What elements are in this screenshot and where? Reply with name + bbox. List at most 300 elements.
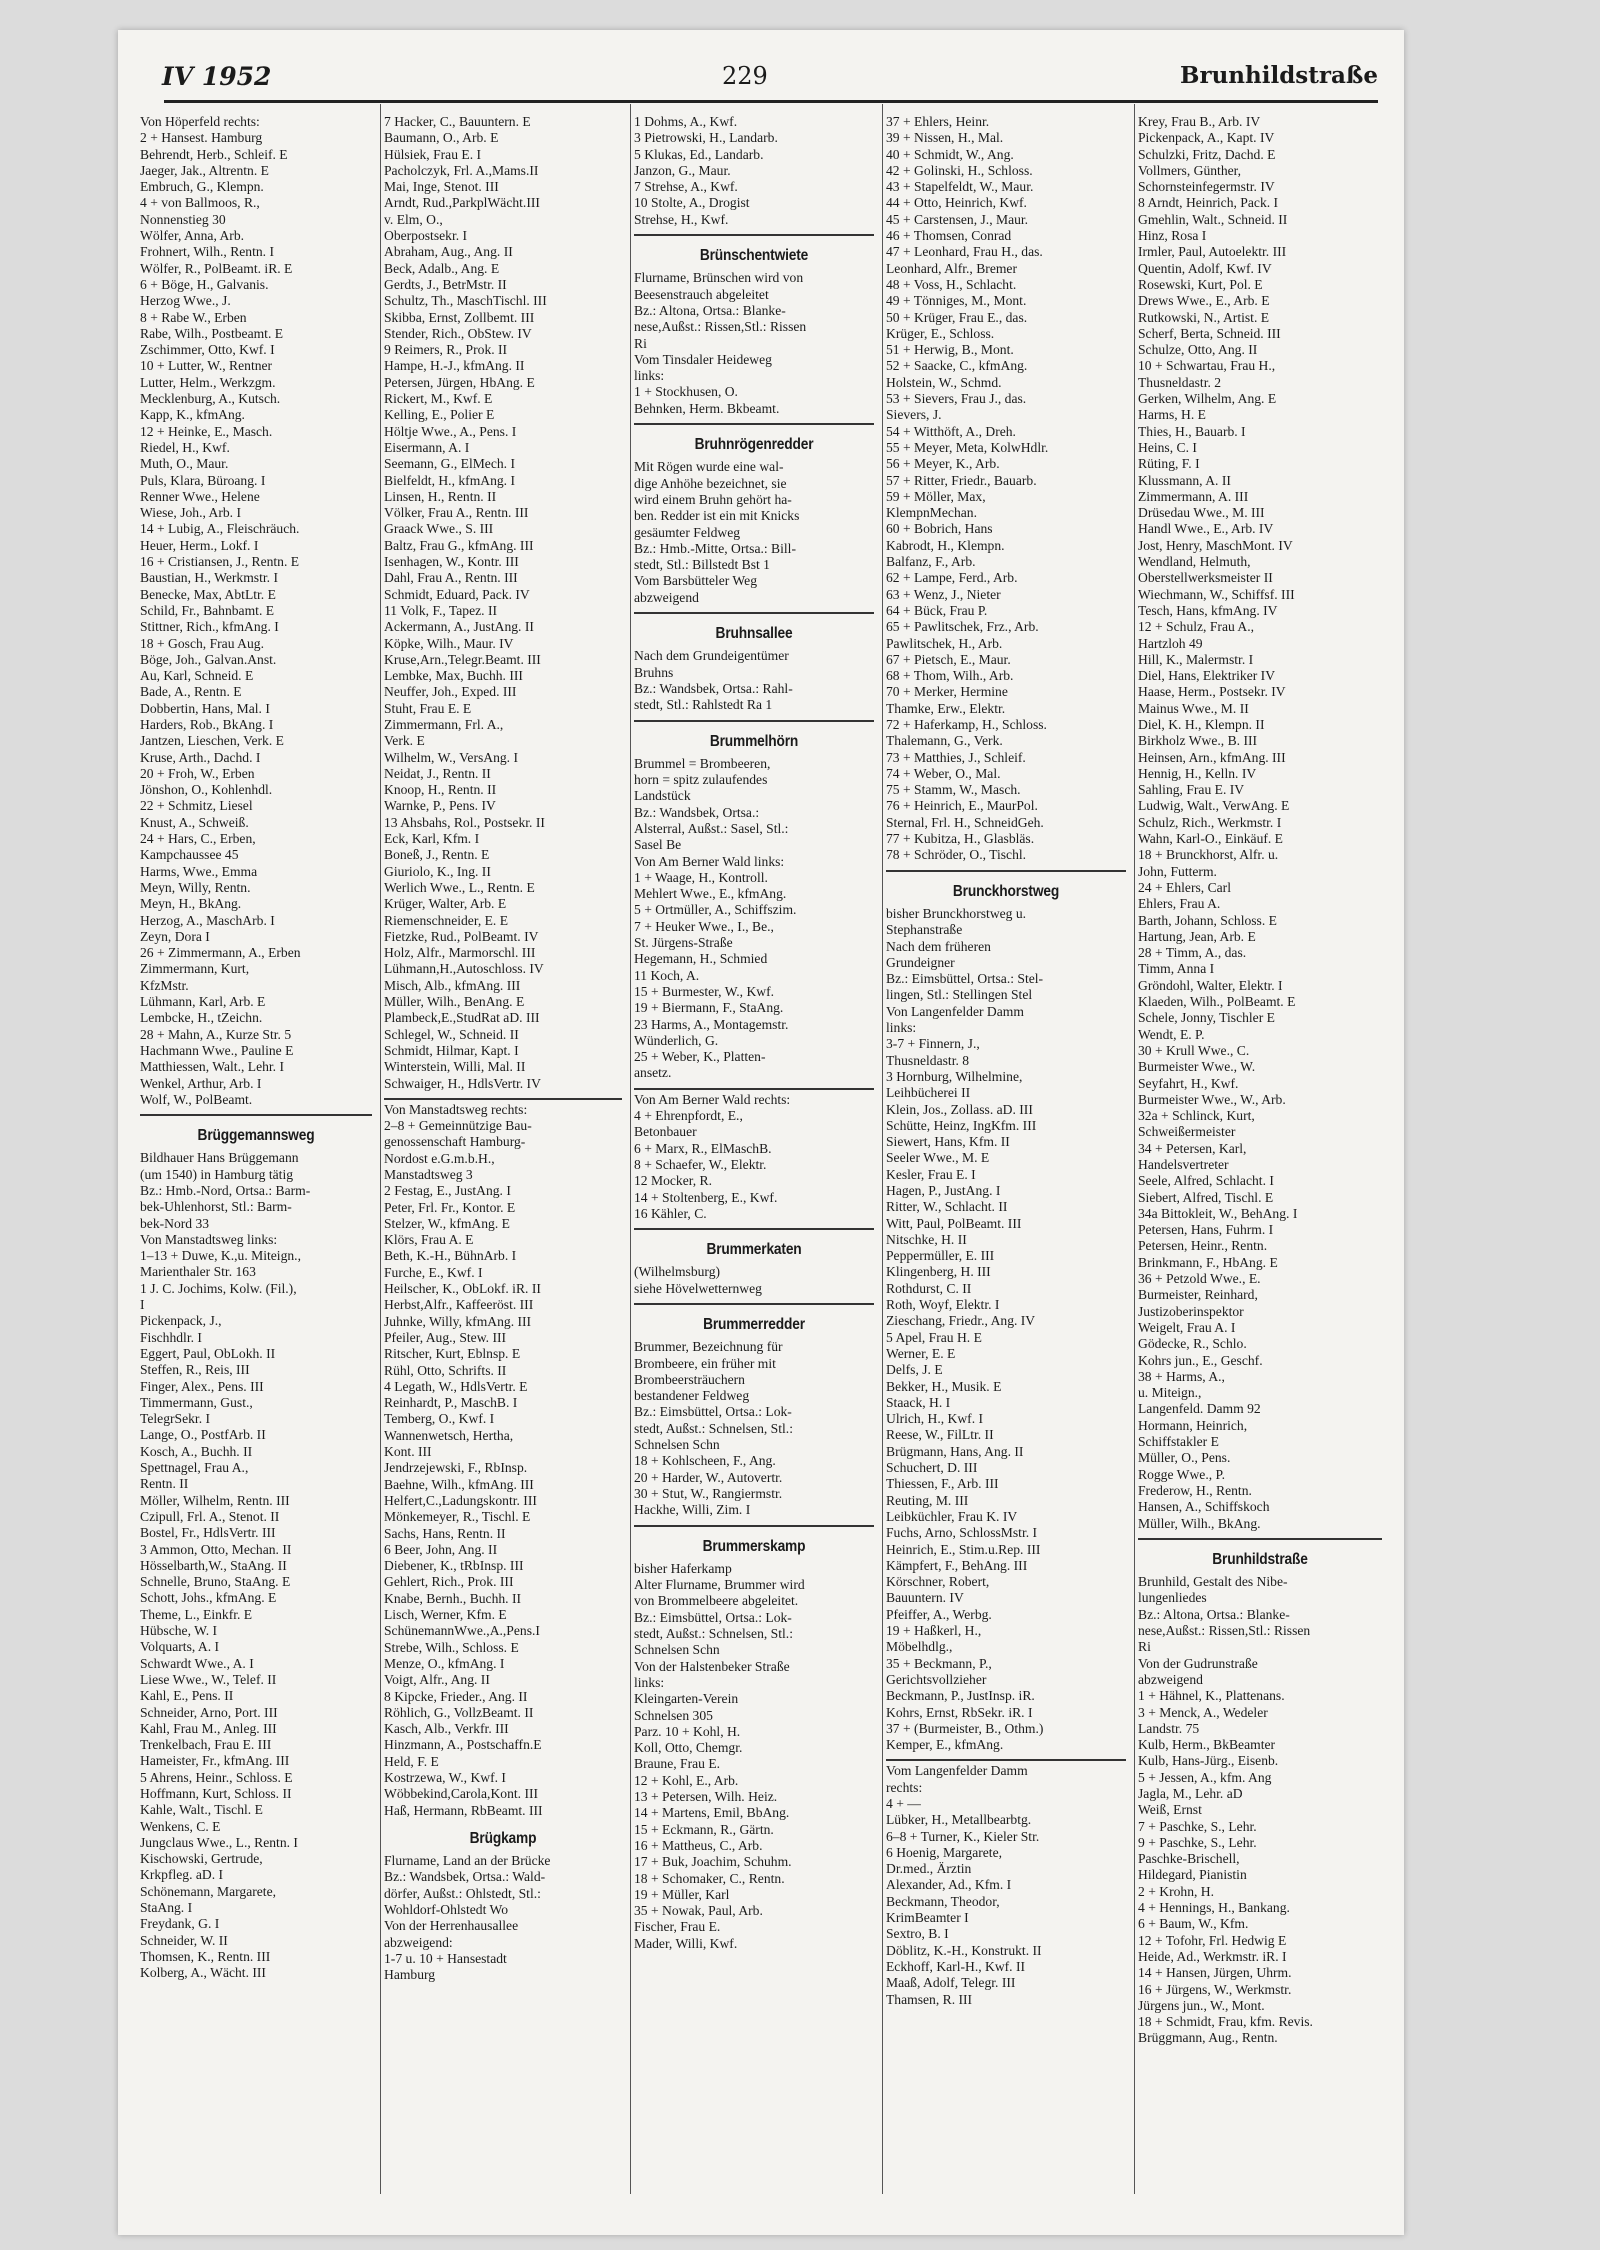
directory-entry: 39 + Nissen, H., Mal. [886,130,1004,146]
directory-entry: Czipull, Frl. A., Stenot. II [140,1508,280,1524]
directory-entry: lungenliedes [1138,1590,1207,1606]
directory-entry: Kulb, Herm., BkBeamter [1138,1737,1276,1753]
directory-entry: Seyfahrt, H., Kwf. [1138,1075,1239,1091]
directory-entry: Drews Wwe., E., Arb. E [1138,293,1270,309]
directory-entry: Von Höperfeld rechts: [140,114,260,129]
directory-entry: 6 + Baum, W., Kfm. [1138,1916,1249,1932]
directory-entry: Schönemann, Margarete, [140,1883,277,1899]
directory-entry: Roth, Woyf, Elektr. I [886,1297,1000,1313]
directory-entry: Neidat, J., Rentn. II [384,765,491,781]
directory-entry: Schornsteinfegermstr. IV [1138,179,1275,195]
directory-entry: Ulrich, H., Kwf. I [886,1411,984,1427]
directory-entry: Klörs, Frau A. E [384,1232,474,1248]
directory-entry: Arndt, Rud.,ParkplWächt.III [384,195,540,211]
directory-entry: 15 + Eckmann, R., Gärtn. [634,1821,774,1837]
directory-entry: Brombeere, ein früher mit [634,1355,776,1371]
directory-entry: 47 + Leonhard, Frau H., das. [886,244,1043,260]
directory-entry: Kont. III [384,1444,432,1460]
directory-entry: 62 + Lampe, Ferd., Arb. [886,570,1018,586]
directory-entry: KlempnMechan. [886,505,977,521]
directory-entry: Schulze, Otto, Ang. II [1138,342,1258,358]
directory-entry: Wilhelm, W., VersAng. I [384,749,518,765]
directory-entry: Jungclaus Wwe., L., Rentn. I [140,1834,298,1850]
directory-entry: Rentn. II [140,1476,189,1492]
directory-entry: 77 + Kubitza, H., Glasbläs. [886,831,1035,847]
directory-entry: 15 + Burmester, W., Kwf. [634,983,775,999]
directory-entry: Kesler, Frau E. I [886,1166,976,1182]
directory-entry: Kampchaussee 45 [140,847,239,863]
directory-entry: Frohnert, Wilh., Rentn. I [140,244,274,260]
directory-entry: nese,Außst.: Rissen,Stl.: Rissen [1138,1623,1311,1639]
directory-entry: Nordost e.G.m.b.H., [384,1150,495,1166]
section-rule [140,1114,372,1116]
directory-entry: 49 + Tönniges, M., Mont. [886,293,1027,309]
directory-entry: 4 + von Ballmoos, R., [140,195,260,211]
directory-entry: Seele, Alfred, Schlacht. I [1138,1173,1274,1189]
directory-entry: 9 Reimers, R., Prok. II [384,342,508,358]
column-divider [630,104,631,2194]
section-rule [634,423,874,425]
directory-entry: Schiffstakler E [1138,1434,1219,1450]
directory-entry: Thusneldastr. 2 [1138,374,1222,390]
directory-entry: SchünemannWwe.,A.,Pens.I [384,1623,540,1639]
directory-entry: Von Manstadtsweg links: [140,1231,278,1247]
directory-entry: Warnke, P., Pens. IV [384,798,496,814]
directory-entry: Herbst,Alfr., Kaffeeröst. III [384,1297,534,1313]
directory-entry: Held, F. E [384,1753,439,1769]
directory-entry: 2–8 + Gemeinnützige Bau- [384,1118,532,1134]
directory-entry: Leibküchler, Frau K. IV [886,1508,1018,1524]
directory-entry: Brinkmann, F., HbAng. E [1138,1254,1278,1270]
directory-entry: Hinzmann, A., Postschaffn.E [384,1737,542,1753]
directory-entry: Jost, Henry, MaschMont. IV [1138,537,1293,553]
directory-entry: Zimmermann, Frl. A., [384,716,504,732]
directory-entry: Wenkens, C. E [140,1818,221,1834]
directory-entry: Reese, W., FilLtr. II [886,1427,994,1443]
directory-entry: Verk. E [384,733,425,749]
directory-entry: Ri [1138,1639,1151,1655]
directory-entry: 19 + Haßkerl, H., [886,1623,982,1639]
directory-entry: Timmermann, Gust., [140,1394,253,1410]
directory-entry: Krkpfleg. aD. I [140,1867,224,1883]
directory-entry: Holstein, W., Schmd. [886,374,1002,390]
directory-entry: Körschner, Robert, [886,1574,990,1590]
directory-entry: Oberstellwerksmeister II [1138,570,1273,586]
directory-entry: Lisch, Werner, Kfm. E [384,1607,507,1623]
directory-entry: Brummer, Bezeichnung für [634,1339,783,1355]
directory-entry: Schuchert, D. III [886,1460,978,1476]
directory-entry: Kahl, E., Pens. II [140,1688,234,1704]
directory-entry: 2 Festag, E., JustAng. I [384,1183,511,1199]
directory-entry: Quentin, Adolf, Kwf. IV [1138,260,1272,276]
header-rule [164,100,1378,103]
directory-entry: 57 + Ritter, Friedr., Bauarb. [886,472,1037,488]
column-divider [380,104,381,2194]
directory-entry: Krüger, E., Schloss. [886,325,995,341]
directory-entry: nese,Außst.: Rissen,Stl.: Rissen [634,319,807,335]
directory-entry: Oberpostsekr. I [384,228,468,244]
directory-entry: Bz.: Eimsbüttel, Ortsa.: Lok- [634,1609,792,1625]
directory-entry: 6 + Marx, R., ElMaschB. [634,1140,772,1156]
directory-entry: Witt, Paul, PolBeamt. III [886,1215,1022,1231]
street-heading: Bruhnsallee [715,625,793,643]
directory-entry: Jantzen, Lieschen, Verk. E [140,733,284,749]
directory-entry: Riemenschneider, E. E [384,912,509,928]
directory-entry: 6 + Böge, H., Galvanis. [140,276,269,292]
directory-entry: Tesch, Hans, kfmAng. IV [1138,602,1278,618]
section-rule [634,720,874,722]
directory-entry: Burmeister Wwe., W. [1138,1059,1256,1075]
directory-entry: 42 + Golinski, H., Schloss. [886,162,1033,178]
directory-entry: Bauuntern. IV [886,1590,964,1606]
directory-entry: 3 Ammon, Otto, Mechan. II [140,1541,292,1557]
directory-entry: Rühl, Otto, Schrifts. II [384,1362,507,1378]
directory-entry: Sextro, B. I [886,1926,949,1942]
directory-entry: Weigelt, Frau A. I [1138,1319,1236,1335]
directory-entry: Hildegard, Pianistin [1138,1867,1247,1883]
directory-entry: Heide, Ad., Werkmstr. iR. I [1138,1948,1287,1964]
directory-entry: Rabe, Wilh., Postbeamt. E [140,325,284,341]
directory-entry: Wiese, Joh., Arb. I [140,505,242,521]
directory-entry: Bz.: Altona, Ortsa.: Blanke- [634,302,786,318]
directory-entry: v. Elm, O., [384,211,443,227]
directory-entry: St. Jürgens-Straße [634,935,733,951]
directory-entry: Mit Rögen wurde eine wal- [634,459,784,475]
directory-entry: Pickenpack, J., [140,1313,222,1329]
street-heading: Brüggemannsweg [197,1127,315,1145]
directory-entry: Möbelhdlg., [886,1639,953,1655]
directory-entry: Wahn, Karl-O., Einkäuf. E [1138,831,1283,847]
directory-entry: Krey, Frau B., Arb. IV [1138,114,1261,129]
directory-entry: genossenschaft Hamburg- [384,1134,526,1150]
directory-entry: Linsen, H., Rentn. II [384,488,497,504]
directory-entry: Schwaiger, H., HdlsVertr. IV [384,1075,541,1091]
directory-entry: Hülsiek, Frau E. I [384,146,482,162]
column-divider [1134,104,1135,2194]
directory-entry: Alsterral, Außst.: Sasel, Stl.: [634,820,789,836]
directory-entry: Kischowski, Gertrude, [140,1851,263,1867]
directory-entry: Lembcke, H., tZeichn. [140,1010,263,1026]
directory-entry: Thalemann, G., Verk. [886,733,1003,749]
directory-entry: 19 + Müller, Karl [634,1886,730,1902]
directory-entry: 10 + Schwartau, Frau H., [1138,358,1276,374]
directory-entry: Pfeiffer, A., Werbg. [886,1606,992,1622]
directory-entry: Meyn, Willy, Rentn. [140,879,251,895]
directory-entry: 37 + Ehlers, Heinr. [886,114,990,129]
directory-entry: Fischhdlr. I [140,1329,202,1345]
directory-entry: 5 + Jessen, A., kfm. Ang [1138,1769,1272,1785]
directory-entry: Hamburg [384,1967,436,1983]
directory-entry: Nach dem früheren [886,938,991,954]
directory-entry: StaAng. I [140,1900,193,1916]
directory-entry: 16 + Cristiansen, J., Rentn. E [140,554,300,570]
directory-entry: 8 + Rabe W., Erben [140,309,247,325]
street-heading: Bruhnrögenredder [694,436,814,454]
section-rule [886,1759,1126,1761]
directory-entry: Birkholz Wwe., B. III [1138,733,1258,749]
directory-entry: Kohrs jun., E., Geschf. [1138,1352,1263,1368]
directory-entry: dörfer, Außst.: Ohlstedt, Stl.: [384,1885,541,1901]
directory-entry: 7 Strehse, A., Kwf. [634,179,738,195]
directory-entry: Gehlert, Rich., Prok. III [384,1574,514,1590]
directory-entry: Döblitz, K.-H., Konstrukt. II [886,1942,1042,1958]
directory-entry: Skibba, Ernst, Zollbemt. III [384,309,535,325]
directory-entry: abzweigend: [384,1934,453,1950]
directory-entry: Fischer, Frau E. [634,1919,721,1935]
directory-entry: 53 + Sievers, Frau J., das. [886,391,1027,407]
directory-entry: abzweigend [634,589,699,605]
directory-entry: Fuchs, Arno, SchlossMstr. I [886,1525,1038,1541]
directory-entry: Stelzer, W., kfmAng. E [384,1215,510,1231]
directory-entry: 11 Volk, F., Tapez. II [384,602,497,618]
directory-entry: 10 Stolte, A., Drogist [634,195,750,211]
column-divider [882,104,883,2194]
directory-entry: 2 + Hansest. Hamburg [140,130,263,146]
directory-entry: 75 + Stamm, W., Masch. [886,782,1021,798]
directory-entry: Lembke, Max, Buchh. III [384,668,523,684]
directory-entry: Bz.: Wandsbek, Ortsa.: Rahl- [634,680,793,696]
directory-entry: Hormann, Heinrich, [1138,1417,1248,1433]
directory-entry: (Wilhelmsburg) [634,1264,721,1280]
directory-entry: Peppermüller, E. III [886,1248,995,1264]
directory-entry: Schild, Fr., Bahnbamt. E [140,602,275,618]
directory-entry: Theme, L., Einkfr. E [140,1606,253,1622]
directory-entry: Paschke-Brischell, [1138,1851,1240,1867]
directory-entry: 38 + Harms, A., [1138,1368,1225,1384]
directory-entry: Harms, H. E [1138,407,1206,423]
directory-entry: ben. Redder ist ein mit Knicks [634,508,800,524]
directory-entry: Eggert, Paul, ObLokh. II [140,1345,276,1361]
directory-entry: Trenkelbach, Frau E. III [140,1737,272,1753]
column-2 [384,114,622,1984]
directory-entry: Müller, O., Pens. [1138,1450,1231,1466]
directory-entry: Heilscher, K., ObLokf. iR. II [384,1281,541,1297]
directory-entry: Schmidt, Eduard, Pack. IV [384,586,530,602]
directory-entry: Jürgens jun., W., Mont. [1138,1997,1265,2013]
directory-entry: Wendt, E. P. [1138,1026,1205,1042]
directory-entry: 12 + Schulz, Frau A., [1138,619,1255,635]
directory-entry: Stender, Rich., ObStew. IV [384,325,532,341]
directory-entry: Sievers, J. [886,407,942,423]
directory-entry: 67 + Pietsch, E., Maur. [886,651,1011,667]
directory-entry: Klussmann, A. II [1138,472,1231,488]
directory-entry: 28 + Mahn, A., Kurze Str. 5 [140,1026,292,1042]
directory-entry: Ehlers, Frau A. [1138,896,1221,912]
directory-entry: 50 + Krüger, Frau E., das. [886,309,1028,325]
directory-entry: Thusneldastr. 8 [886,1052,970,1068]
directory-entry: 1-7 u. 10 + Hansestadt [384,1950,507,1966]
directory-entry: Beckmann, P., JustInsp. iR. [886,1688,1035,1704]
directory-entry: Bz.: Altona, Ortsa.: Blanke- [1138,1606,1290,1622]
directory-entry: horn = spitz zulaufendes [634,772,768,788]
directory-entry: 20 + Harder, W., Autovertr. [634,1469,783,1485]
directory-entry: Liese Wwe., W., Telef. II [140,1671,277,1687]
directory-entry: (um 1540) in Hamburg tätig [140,1166,294,1182]
directory-entry: 26 + Zimmermann, A., Erben [140,945,301,961]
directory-entry: Neuffer, Joh., Exped. III [384,684,517,700]
directory-entry: Wolf, W., PolBeamt. [140,1091,253,1107]
directory-entry: 3 Hornburg, Wilhelmine, [886,1068,1023,1084]
directory-entry: Graack Wwe., S. III [384,521,494,537]
directory-entry: Bz.: Wandsbek, Ortsa.: Wald- [384,1869,546,1885]
directory-entry: 8 Kipcke, Frieder., Ang. II [384,1688,528,1704]
directory-entry: 35 + Beckmann, P., [886,1655,992,1671]
directory-entry: 7 + Heuker Wwe., I., Be., [634,918,774,934]
directory-entry: I [140,1297,145,1313]
directory-entry: Ackermann, A., JustAng. II [384,619,534,635]
directory-entry: Gerichtsvollzieher [886,1671,987,1687]
directory-entry: Abraham, Aug., Ang. II [384,244,513,260]
directory-entry: Betonbauer [634,1124,697,1140]
directory-entry: Klaeden, Wilh., PolBeamt. E [1138,994,1296,1010]
directory-entry: Vom Barsbütteler Weg [634,573,757,589]
directory-entry: 14 + Martens, Emil, BbAng. [634,1805,790,1821]
directory-entry: 25 + Weber, K., Platten- [634,1049,766,1065]
column-5 [1138,114,1382,2047]
section-rule [634,1228,874,1230]
directory-entry: Thamsen, R. III [886,1991,973,2007]
directory-entry: 54 + Witthöft, A., Dreh. [886,423,1016,439]
directory-entry: Bz.: Eimsbüttel, Ortsa.: Stel- [886,971,1044,987]
directory-entry: 5 Apel, Frau H. E [886,1329,982,1345]
directory-entry: 3 + Menck, A., Wedeler [1138,1704,1268,1720]
section-rule [634,1525,874,1527]
directory-entry: bek-Nord 33 [140,1215,210,1231]
directory-entry: Holz, Alfr., Marmorschl. III [384,945,536,961]
directory-entry: 60 + Bobrich, Hans [886,521,993,537]
directory-entry: Puls, Klara, Büroang. I [140,472,266,488]
directory-entry: Strebe, Wilh., Schloss. E [384,1639,519,1655]
directory-entry: Lühmann, Karl, Arb. E [140,994,266,1010]
directory-entry: gesäumter Feldweg [634,524,741,540]
directory-entry: 32a + Schlinck, Kurt, [1138,1108,1255,1124]
directory-entry: Müller, Wilh., BenAng. E [384,994,525,1010]
directory-entry: 78 + Schröder, O., Tischl. [886,847,1027,863]
directory-entry: 12 Mocker, R. [634,1173,712,1189]
directory-entry: Benecke, Max, AbtLtr. E [140,586,276,602]
street-heading: Brunhildstraße [1212,1550,1308,1568]
directory-entry: Plambeck,E.,StudRat aD. III [384,1010,540,1026]
directory-entry: Helfert,C.,Ladungskontr. III [384,1492,537,1508]
directory-entry: Kämpfert, F., BehAng. III [886,1557,1028,1573]
directory-entry: Grundeigner [886,954,955,970]
directory-entry: Sachs, Hans, Rentn. II [384,1525,506,1541]
directory-entry: Bekker, H., Musik. E [886,1378,1002,1394]
directory-entry: 1 Dohms, A., Kwf. [634,114,738,129]
directory-entry: Mader, Willi, Kwf. [634,1935,738,1951]
street-heading: Brügkamp [469,1829,537,1847]
directory-entry: 76 + Heinrich, E., MaurPol. [886,798,1038,814]
directory-entry: Lühmann,H.,Autoschloss. IV [384,961,544,977]
directory-entry: 30 + Stut, W., Rangiermstr. [634,1485,783,1501]
directory-entry: 65 + Pawlitschek, Frz., Arb. [886,619,1039,635]
directory-entry: Hartzloh 49 [1138,635,1203,651]
directory-entry: Kohrs, Ernst, RbSekr. iR. I [886,1704,1033,1720]
directory-entry: Kolberg, A., Wächt. III [140,1965,266,1981]
directory-entry: Bostel, Fr., HdlsVertr. III [140,1525,276,1541]
directory-entry: Maaß, Adolf, Telegr. III [886,1975,1016,1991]
directory-entry: 8 Arndt, Heinrich, Pack. I [1138,195,1279,211]
directory-entry: Handl Wwe., E., Arb. IV [1138,521,1274,537]
directory-entry: Wohldorf-Ohlstedt Wo [384,1902,509,1918]
directory-entry: Hagen, P., JustAng. I [886,1183,1001,1198]
directory-entry: Kemper, E., kfmAng. [886,1737,1004,1753]
directory-entry: siehe Hövelwetternweg [634,1280,762,1296]
directory-entry: Landstück [634,788,691,804]
directory-entry: Schnelle, Bruno, StaAng. E [140,1574,291,1590]
directory-entry: Meyn, H., BkAng. [140,896,242,912]
directory-entry: Matthiessen, Walt., Lehr. I [140,1059,285,1075]
directory-entry: 52 + Saacke, C., kfmAng. [886,358,1028,374]
directory-entry: 56 + Meyer, K., Arb. [886,456,1000,472]
directory-entry: Bildhauer Hans Brüggemann [140,1150,299,1166]
directory-entry: Brüggmann, Aug., Rentn. [1138,2030,1278,2046]
directory-entry: Hackhe, Willi, Zim. I [634,1502,751,1518]
directory-entry: 72 + Haferkamp, H., Schloss. [886,716,1047,732]
directory-entry: Reinhardt, P., MaschB. I [384,1395,518,1411]
directory-entry: 36 + Petzold Wwe., E. [1138,1271,1261,1287]
directory-entry: 34a Bittokleit, W., BehAng. I [1138,1205,1298,1221]
directory-entry: Thamke, Erw., Elektr. [886,700,1006,716]
directory-entry: Rosewski, Kurt, Pol. E [1138,276,1263,292]
directory-entry: bisher Haferkamp [634,1560,732,1576]
directory-entry: 3-7 + Finnern, J., [886,1036,980,1052]
directory-entry: abzweigend [1138,1671,1203,1687]
directory-entry: Wölfer, R., PolBeamt. iR. E [140,260,293,276]
directory-entry: Gödecke, R., Schlo. [1138,1336,1247,1352]
directory-entry: Sasel Be [634,837,682,853]
directory-entry: Baustian, H., Werkmstr. I [140,570,278,586]
directory-entry: 18 + Schmidt, Frau, kfm. Revis. [1138,2014,1313,2030]
directory-entry: Wiechmann, W., Schiffsf. III [1138,586,1295,602]
directory-entry: Ludwig, Walt., VerwAng. E [1138,798,1290,814]
directory-entry: 13 + Petersen, Wilh. Heiz. [634,1789,778,1805]
directory-entry: 18 + Kohlscheen, F., Ang. [634,1453,776,1469]
directory-entry: Mehlert Wwe., E., kfmAng. [634,886,787,902]
directory-entry: Vom Tinsdaler Heideweg [634,351,772,367]
directory-entry: Von Am Berner Wald links: [634,853,785,869]
directory-entry: Brügmann, Hans, Ang. II [886,1443,1024,1459]
directory-entry: Pfeiler, Aug., Stew. III [384,1329,507,1345]
directory-entry: 24 + Hars, C., Erben, [140,831,256,847]
directory-entry: links: [634,368,665,384]
directory-entry: 1 + Waage, H., Kontroll. [634,869,768,885]
directory-entry: Kelling, E., Polier E [384,407,495,423]
directory-entry: Zimmermann, A. III [1138,488,1249,504]
directory-entry: Winterstein, Willi, Mal. II [384,1059,526,1075]
directory-entry: Hill, K., Malermstr. I [1138,651,1254,667]
directory-entry: Brunhild, Gestalt des Nibe- [1138,1574,1288,1590]
directory-entry: 11 Koch, A. [634,967,700,983]
directory-entry: Nitschke, H. II [886,1231,967,1247]
directory-entry: Kapp, K., kfmAng. [140,407,245,423]
page-number: 229 [722,62,768,90]
directory-entry: Petersen, Jürgen, HbAng. E [384,374,535,390]
directory-entry: Beck, Adalb., Ang. E [384,260,500,276]
directory-entry: Werner, E. E [886,1345,956,1361]
section-rule [1138,1538,1382,1540]
header-street-range: Brunhildstraße [1180,62,1378,89]
directory-entry: Siewert, Hans, Kfm. II [886,1134,1010,1150]
directory-entry: Strehse, H., Kwf. [634,211,729,227]
directory-entry: Baumann, O., Arb. E [384,130,499,146]
directory-entry: 18 + Brunckhorst, Alfr. u. [1138,847,1279,863]
directory-entry: 20 + Froh, W., Erben [140,765,255,781]
directory-entry: Braune, Frau E. [634,1756,721,1772]
directory-entry: Vollmers, Günther, [1138,162,1242,178]
directory-entry: 34 + Petersen, Karl, [1138,1140,1247,1156]
directory-entry: Hinz, Rosa I [1138,228,1207,244]
